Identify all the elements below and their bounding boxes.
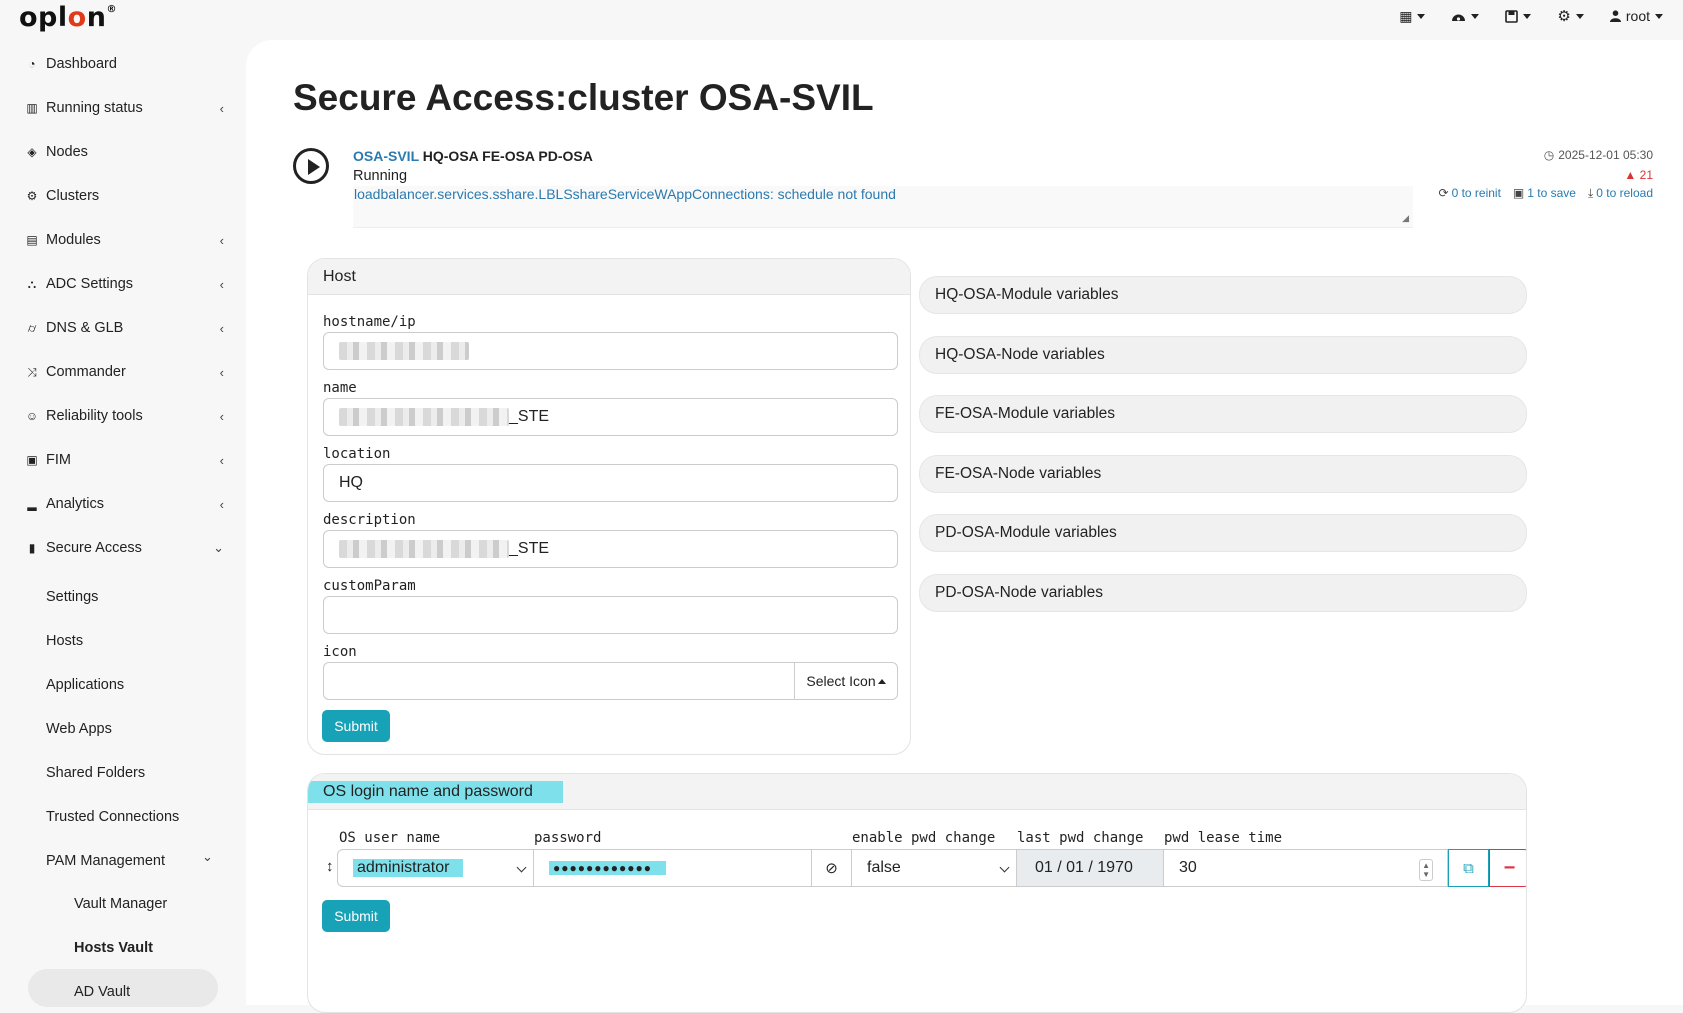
remove-button[interactable] [1489,849,1527,887]
redacted-value [339,540,509,558]
alert-count[interactable]: 21 [1639,168,1653,182]
sidebar-item-label: Analytics [46,496,105,512]
sidebar-item-label: FIM [46,452,71,468]
lock-icon: ▮ [28,541,36,555]
sitemap-icon: ⛬ [27,276,37,291]
status-actions [1439,186,1654,201]
cluster-nodes-line [353,148,593,164]
name-input[interactable] [323,398,898,436]
reload-action[interactable] [1588,186,1653,201]
os-user-value: administrator [353,859,463,877]
variables-accordion-pd-osa-node-variables[interactable]: PD-OSA-Node variables [919,574,1527,612]
page-title: Secure Access:cluster OSA-SVIL [293,77,874,118]
sidebar-subitem-pam-management[interactable]: PAM Management [46,853,166,869]
save-menu[interactable] [1505,6,1531,26]
binoculars-icon: ⌭ [27,320,37,335]
reinit-action[interactable] [1439,186,1501,201]
select-icon-button[interactable] [795,662,898,700]
sidebar-item-label: Clusters [46,188,100,204]
status-timestamp: 2025-12-01 05:30 [1558,148,1653,162]
caret-down-icon [1655,14,1663,19]
host-submit-button[interactable]: Submit [322,710,390,742]
sidebar-item-reliability-tools[interactable] [24,401,224,431]
variables-accordion-fe-osa-node-variables[interactable]: FE-OSA-Node variables [919,455,1527,493]
top-bar [0,0,1683,40]
sidebar-subitem-applications[interactable]: Applications [46,677,125,693]
dashboard-menu[interactable] [1451,6,1479,26]
hostname-label: hostname/ip [323,314,416,330]
select-icon-label: Select Icon [806,673,876,689]
reinit-label: 0 to reinit [1451,186,1501,200]
save-action[interactable] [1513,186,1576,201]
sidebar-item-dashboard[interactable] [24,49,224,79]
dashboard-icon [1451,10,1466,23]
oplon-logo[interactable]: oplon® [19,2,117,33]
icon-input[interactable] [323,662,795,700]
user-icon [1610,10,1621,22]
resize-grip-icon[interactable]: ◢ [1402,213,1409,223]
sidebar-item-dns-glb[interactable] [24,313,224,343]
os-login-title: OS login name and password [308,781,563,803]
last-pwd-input [1017,849,1164,887]
download-icon: ⤓ [1587,186,1594,200]
refresh-icon: ⟳ [1438,186,1449,200]
main-content [246,40,1683,1005]
custom-param-input[interactable] [323,596,898,634]
chevron-down-icon: ⌄ [202,849,213,864]
enable-pwd-value: false [867,859,901,876]
chevron-down-icon [1000,863,1010,873]
caret-down-icon [1471,14,1479,19]
chevron-left-icon: ‹ [219,408,224,424]
redacted-value [339,408,509,426]
chevron-left-icon: ‹ [219,320,224,336]
status-message: loadbalancer.services.sshare.LBLSshareServiceWAppConnections: schedule not found [354,186,896,202]
random-icon: ⤨ [27,364,37,379]
chevron-left-icon: ‹ [219,100,224,116]
camera-icon: ▣ [26,453,38,467]
smile-icon: ☺ [25,409,39,423]
top-actions [1399,6,1663,26]
col-last-label: last pwd change [1017,830,1144,846]
lease-time-value: 30 [1179,859,1197,876]
cluster-nodes: HQ-OSA FE-OSA PD-OSA [422,148,593,164]
sidebar-item-label: Nodes [46,144,88,160]
sidebar-item-label: Dashboard [46,56,117,72]
sidebar-item-modules[interactable] [24,225,224,255]
play-circle-icon[interactable] [293,148,329,184]
sidebar-item-clusters[interactable] [24,181,224,211]
description-label: description [323,512,416,528]
sidebar-item-adc-settings[interactable] [24,269,224,299]
col-enable-label: enable pwd change [852,830,996,846]
copy-icon: ⧉ [1463,859,1474,877]
copy-button[interactable] [1448,849,1489,887]
last-pwd-value: 01 / 01 / 1970 [1035,859,1133,876]
drag-handle-icon[interactable]: ↕ [326,858,334,875]
chevron-left-icon: ‹ [219,232,224,248]
list-icon: ▤ [26,233,38,247]
status-meta [1544,148,1653,182]
password-value: ●●●●●●●●●●●● [549,861,666,875]
sidebar-item-label: ADC Settings [46,276,134,292]
sidebar-item-nodes[interactable] [24,137,224,167]
sidebar-subitem-hosts[interactable]: Hosts [46,633,84,649]
bar-chart-icon: ▥ [26,101,38,115]
variables-accordion-fe-osa-module-variables[interactable]: FE-OSA-Module variables [919,395,1527,433]
sidebar-subitem-shared-folders[interactable]: Shared Folders [46,765,146,781]
user-menu[interactable] [1610,6,1663,26]
sidebar-item-label: Modules [46,232,101,248]
gear-icon: ⚙ [1557,8,1571,25]
os-login-submit-button[interactable]: Submit [322,900,390,932]
status-message-box[interactable] [353,186,1413,228]
sidebar-item-label: Commander [46,364,126,380]
chevron-left-icon: ‹ [219,452,224,468]
sidebar-subitem-settings[interactable]: Settings [46,589,99,605]
location-label: location [323,446,391,462]
sidebar-item-commander[interactable] [24,357,224,387]
name-suffix: _STE [509,408,550,425]
sidebar-item-label: Running status [46,100,143,116]
caret-down-icon [1576,14,1584,19]
name-label: name [323,380,357,396]
description-input[interactable] [323,530,898,568]
floppy-icon [1505,10,1518,23]
col-password-label: password [534,830,602,846]
sidebar-pam-item-ad-vault[interactable]: AD Vault [74,984,131,1000]
variables-accordion-hq-osa-node-variables[interactable]: HQ-OSA-Node variables [919,336,1527,374]
variables-accordion-hq-osa-module-variables[interactable]: HQ-OSA-Module variables [919,276,1527,314]
sidebar-item-label: DNS & GLB [46,320,124,336]
host-panel-header: Host [308,259,910,295]
sidebar-item-secure-access[interactable] [24,533,224,563]
password-input[interactable] [534,849,812,887]
os-login-panel [307,773,1527,1013]
save-label: 1 to save [1527,186,1576,200]
chevron-left-icon: ‹ [219,364,224,380]
sidebar-subitem-web-apps[interactable]: Web Apps [46,721,112,737]
chevron-down-icon [517,863,527,873]
sidebar-item-running-status[interactable] [24,93,224,123]
icon-field-group [323,662,898,700]
location-input[interactable] [323,464,898,502]
minus-icon: − [1503,856,1516,879]
caret-down-icon [1523,14,1531,19]
apps-menu[interactable] [1399,6,1425,26]
eye-slash-icon: ⊘ [825,860,838,877]
sidebar-item-fim[interactable] [24,445,224,475]
col-user-label: OS user name [339,830,441,846]
sidebar-pam-item-hosts-vault[interactable]: Hosts Vault [74,940,153,956]
cluster-state: Running [353,168,408,184]
grid-icon: ▦ [1399,7,1413,24]
chevron-left-icon: ‹ [219,276,224,292]
toggle-password-button[interactable] [812,849,852,887]
caret-down-icon [1417,14,1425,19]
sidebar-item-label: Secure Access [46,540,142,556]
host-panel [307,258,911,755]
chevron-down-icon: ⌄ [213,540,224,555]
icon-label: icon [323,644,357,660]
enable-pwd-select[interactable] [852,849,1017,887]
hostname-input[interactable] [323,332,898,370]
cluster-link[interactable]: OSA-SVIL [353,148,419,164]
warning-icon: ▲ [1624,168,1637,182]
cogs-icon: ⚙ [26,189,38,203]
description-suffix: _STE [509,540,550,557]
redacted-value [339,342,469,360]
dashboard-icon: ◔ [28,57,36,71]
cube-icon: ◈ [27,145,37,159]
os-login-header [308,774,1526,810]
chevron-left-icon: ‹ [219,496,224,512]
spinner-icon[interactable]: ▲ ▼ [1419,859,1433,881]
floppy-icon: ▣ [1512,186,1525,200]
os-user-select[interactable] [337,849,534,887]
sidebar-pam-item-vault-manager[interactable]: Vault Manager [74,896,168,912]
user-name: root [1625,8,1650,24]
sidebar-item-label: Reliability tools [46,408,143,424]
lease-time-input[interactable] [1164,849,1448,887]
settings-menu[interactable] [1557,6,1583,26]
col-lease-label: pwd lease time [1164,830,1283,846]
sidebar-subitem-trusted-connections[interactable]: Trusted Connections [46,809,180,825]
custom-param-label: customParam [323,578,416,594]
reload-label: 0 to reload [1596,186,1653,200]
sidebar-item-analytics[interactable] [24,489,224,519]
caret-up-icon [878,679,886,684]
location-value: HQ [339,474,363,491]
variables-accordion-pd-osa-module-variables[interactable]: PD-OSA-Module variables [919,514,1527,552]
signal-icon: ▂ [27,497,37,511]
clock-icon: ◷ [1543,148,1555,162]
